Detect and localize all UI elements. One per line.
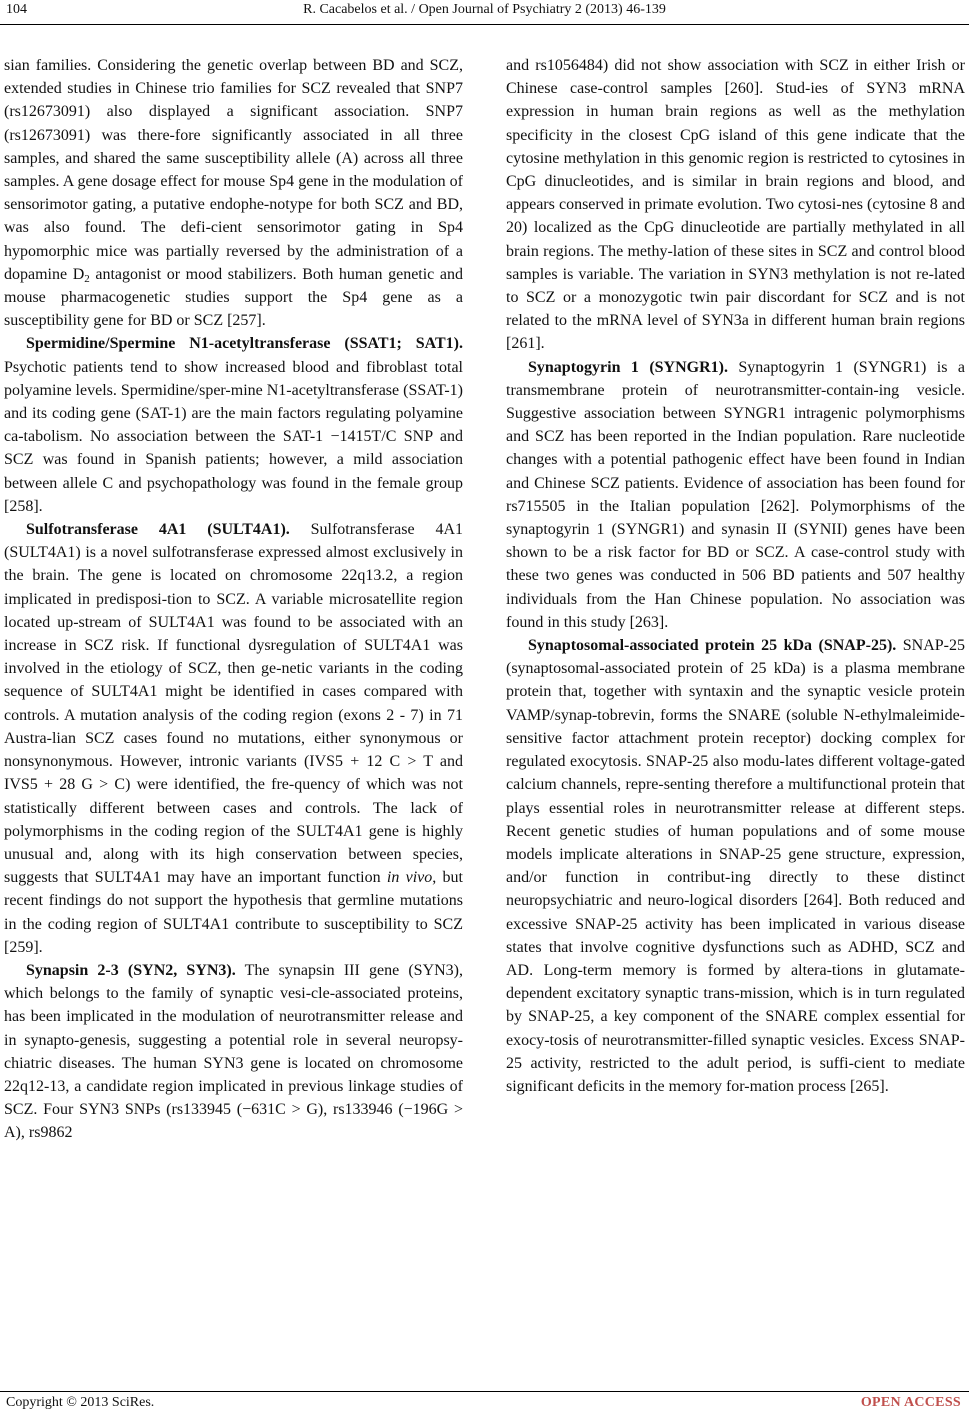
paragraph-snap25 [506,634,965,1098]
paragraph-ssat1 [4,332,463,518]
copyright-notice: Copyright © 2013 SciRes. [6,1395,155,1410]
paragraph-syn3 [506,54,965,356]
section-heading: Synaptosomal-associated protein 25 kDa (SNAP-25). [528,637,897,655]
section-heading: Synapsin 2-3 (SYN2, SYN3). [26,961,236,979]
paragraph-sp4 [4,54,463,332]
paragraph-text: , but recent findings do not support the hypothesis that germline mutations in the coding region of SULT4A1 contribute to susceptibility to SCZ [259]. [4,869,464,956]
header-rule [0,24,969,25]
right-column [506,54,965,1098]
paragraph-syngr1 [506,356,965,634]
section-heading: Synaptogyrin 1 (SYNGR1). [528,358,728,376]
subscript: 2 [84,272,90,285]
paragraph-text: The synapsin III gene (SYN3), which belongs to the family of synaptic vesi-cle-associated proteins, has been implicated in the modulation of neurotransmitter release and in synapto-genesis, suggesting a potential role in several neuropsy-chiatric diseases. The human SYN3 gene is located on chromosome 22q12-13, a candidate region implicated in previous linkage studies of SCZ. Four SYN3 SNPs (rs133945 (−631C > G), rs133946 (−196G > A), rs9862 [4,961,464,1142]
page-number: 104 [6,2,27,17]
footer-rule [0,1391,969,1392]
italic-term: in vivo [386,869,433,887]
left-column [4,54,463,1145]
running-head: R. Cacabelos et al. / Open Journal of Psychiatry 2 (2013) 46-139 [303,2,666,17]
paragraph-synapsin [4,959,463,1145]
paragraph-sult4a1 [4,518,463,959]
open-access-label: OPEN ACCESS [860,1395,961,1410]
paragraph-text: Psychotic patients tend to show increased blood and fibroblast total polyamine levels. Spermidine/sper-mine N1-acetyltransferase (SSAT-1) and its coding gene (SAT-1) are the main factors regulating polyamine ca-tabolism. No association between the SAT-1 −1415T/C SNP and SCZ was found in Spanish patients; however, a mild association between allele C and psychopathology was found in the female group [258]. [4,358,463,515]
paragraph-text: and rs1056484) did not show association with SCZ in either Irish or Chinese case-control samples [260]. Stud-ies of SYN3 mRNA expression in human brain regions as well as the methylation specificity in the closest CpG island of this gene indicate that the cytosine methylation in this genomic region is restricted to cytosines in CpG dinucleotides, and is similar in brain regions and blood, and appears conserved in primate evolution. Two cytosi-nes (cytosine 8 and 20) localized as the CpG dinucleotide are partially methylated in all brain regions. The methy-lation of these sites in SCZ and control blood samples is variable. The variation in SYN3 methylation is not re-lated to SCZ or a monozygotic twin pair discordant for SCZ and is not related to the mRNA level of SYN3a in different human brain regions [261]. [506,57,965,353]
paragraph-text: Sulfotransferase 4A1 (SULT4A1) is a novel sulfotransferase expressed almost exclusively in the brain. The gene is located on chromosome 22q13.2, a region implicated in predisposi-tion to SCZ. A variable microsatellite region located up-stream of SULT4A1 was found to be associated with an increase in SCZ risk. If functional dysregulation of SULT4A1 was involved in the etiology of SCZ, then ge-netic variants in the coding sequence of SULT4A1 might be identified in cases compared with controls. A mutation analysis of the coding region (exons 2 - 7) in 71 Austra-lian SCZ cases found no mutations, either synonymous or nonsynonymous. However, intronic variants (IVS5 + 12 C > T and IVS5 + 28 G > C) were identified, the fre-quency of which was not statistically different between cases and controls. The lack of polymorphisms in the coding region of the SULT4A1 gene is highly unusual and, along with its high conservation between species, suggests that SULT4A1 may have an important function [4,521,463,887]
paragraph-text: SNAP-25 (synaptosomal-associated protein of 25 kDa) is a plasma membrane protein that, together with syntaxin and the synaptic vesicle protein VAMP/synap-tobrevin, forms the SNARE (soluble N-ethylmaleimide-sensitive factor attachment protein receptor) docking complex for regulated exocytosis. SNAP-25 also modu-lates different voltage-gated calcium channels, repre-senting therefore a multifunctional protein that plays essential roles in neurotransmitter release at different steps. Recent genetic studies of human populations and of some mouse models implicate alterations in SNAP-25 gene structure, expression, and/or function in contribut-ing directly to these distinct neuropsychiatric and neuro-logical disorders [264]. Both reduced and excessive SNAP-25 activity has been implicated in various disease states that involve cognitive dysfunctions such as ADHD, SCZ and AD. Long-term memory is formed by altera-tions in glutamate-dependent excitatory synaptic trans-mission, which is in turn regulated by SNAP-25, a key component of the SNARE complex essential for exocy-tosis of neurotransmitter-filled synaptic vesicles. Excess SNAP-25 activity, restricted to the adult period, is suffi-cient to mediate significant deficits in the memory for-mation process [265]. [506,637,966,1095]
paragraph-text: antagonist or mood stabilizers. Both human genetic and mouse pharmacogenetic studies support the Sp4 gene as a susceptibility gene for BD or SCZ [257]. [4,265,463,330]
section-heading: Sulfotransferase 4A1 (SULT4A1). [26,521,290,539]
section-heading: Spermidine/Spermine N1-acetyltransferase (SSAT1; SAT1). [26,335,463,353]
paragraph-text: sian families. Considering the genetic overlap between BD and SCZ, extended studies in Chinese trio families for SCZ revealed that SNP7 (rs12673091) also displayed a significant association. SNP7 (rs12673091) was there-fore significantly associated in all three samples, and shared the same susceptibility allele (A) across all three samples. A gene dosage effect for mouse Sp4 gene in the modulation of sensorimotor gating, a putative endophe-notype for both SCZ and BD, was also found. The defi-cient sensorimotor gating in Sp4 hypomorphic mice was partially reversed by the administration of a dopamine D [4,57,463,283]
paragraph-text: Synaptogyrin 1 (SYNGR1) is a transmembrane protein of neurotransmitter-contain-ing vesicle. Suggestive association between SYNGR1 intragenic polymorphisms and SCZ has been reported in the Indian population. Rare nucleotide changes with a potential pathogenic effect have been found in Indian and Chinese SCZ patients. Evidence of association has been found for rs715505 in the Italian population [262]. Polymorphisms of the synaptogyrin 1 (SYNGR1) and synasin II (SYNII) genes have been shown to be a risk factor for BD or SCZ. A case-control study with these two genes was conducted in 506 BD patients and 507 healthy individuals from the Han Chinese population. No association was found in this study [263]. [506,358,965,631]
